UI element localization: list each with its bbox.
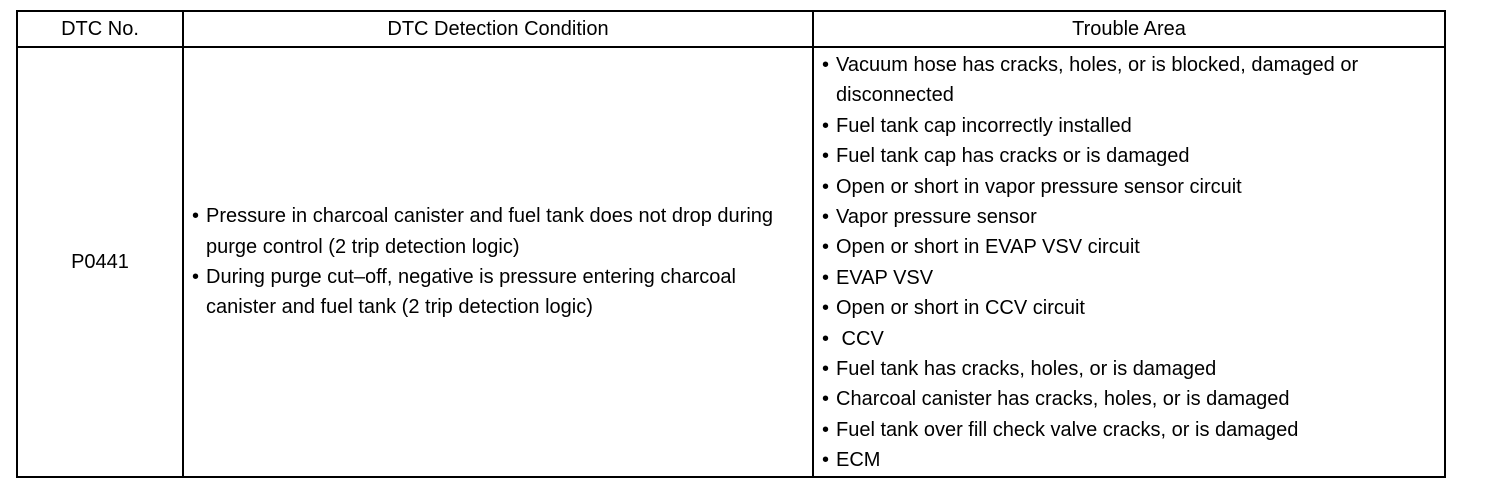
list-item: • Open or short in EVAP VSV circuit: [822, 232, 1444, 262]
header-detection-condition: DTC Detection Condition: [183, 11, 813, 47]
list-item: • Fuel tank over fill check valve cracks, or is damaged: [822, 415, 1444, 445]
dtc-code-cell: P0441: [17, 47, 183, 477]
list-item: • Fuel tank cap incorrectly installed: [822, 111, 1444, 141]
list-item: • Vapor pressure sensor: [822, 202, 1444, 232]
dtc-table: [16, 10, 1446, 478]
header-dtc-no: DTC No.: [17, 11, 183, 47]
list-item: • Fuel tank has cracks, holes, or is damaged: [822, 354, 1444, 384]
trouble-area-cell: [813, 47, 1445, 477]
list-item: • ECM: [822, 445, 1444, 475]
list-item: • Fuel tank cap has cracks or is damaged: [822, 141, 1444, 171]
list-item: • Pressure in charcoal canister and fuel tank does not drop during purge control (2 trip detection logic): [192, 201, 804, 262]
list-item: • Open or short in vapor pressure sensor circuit: [822, 172, 1444, 202]
table-row: [17, 47, 1445, 477]
list-item: • Open or short in CCV circuit: [822, 293, 1444, 323]
list-item: • Vacuum hose has cracks, holes, or is blocked, damaged or disconnected: [822, 50, 1444, 111]
list-item: • During purge cut–off, negative is pressure entering charcoal canister and fuel tank (2 trip detection logic): [192, 262, 804, 323]
list-item: • Charcoal canister has cracks, holes, or is damaged: [822, 384, 1444, 414]
trouble-area-list: [822, 50, 1444, 476]
condition-list: [192, 201, 804, 323]
table-header-row: [17, 11, 1445, 47]
list-item: • EVAP VSV: [822, 263, 1444, 293]
header-trouble-area: Trouble Area: [813, 11, 1445, 47]
detection-condition-cell: [183, 47, 813, 477]
list-item: • CCV: [822, 324, 1444, 354]
